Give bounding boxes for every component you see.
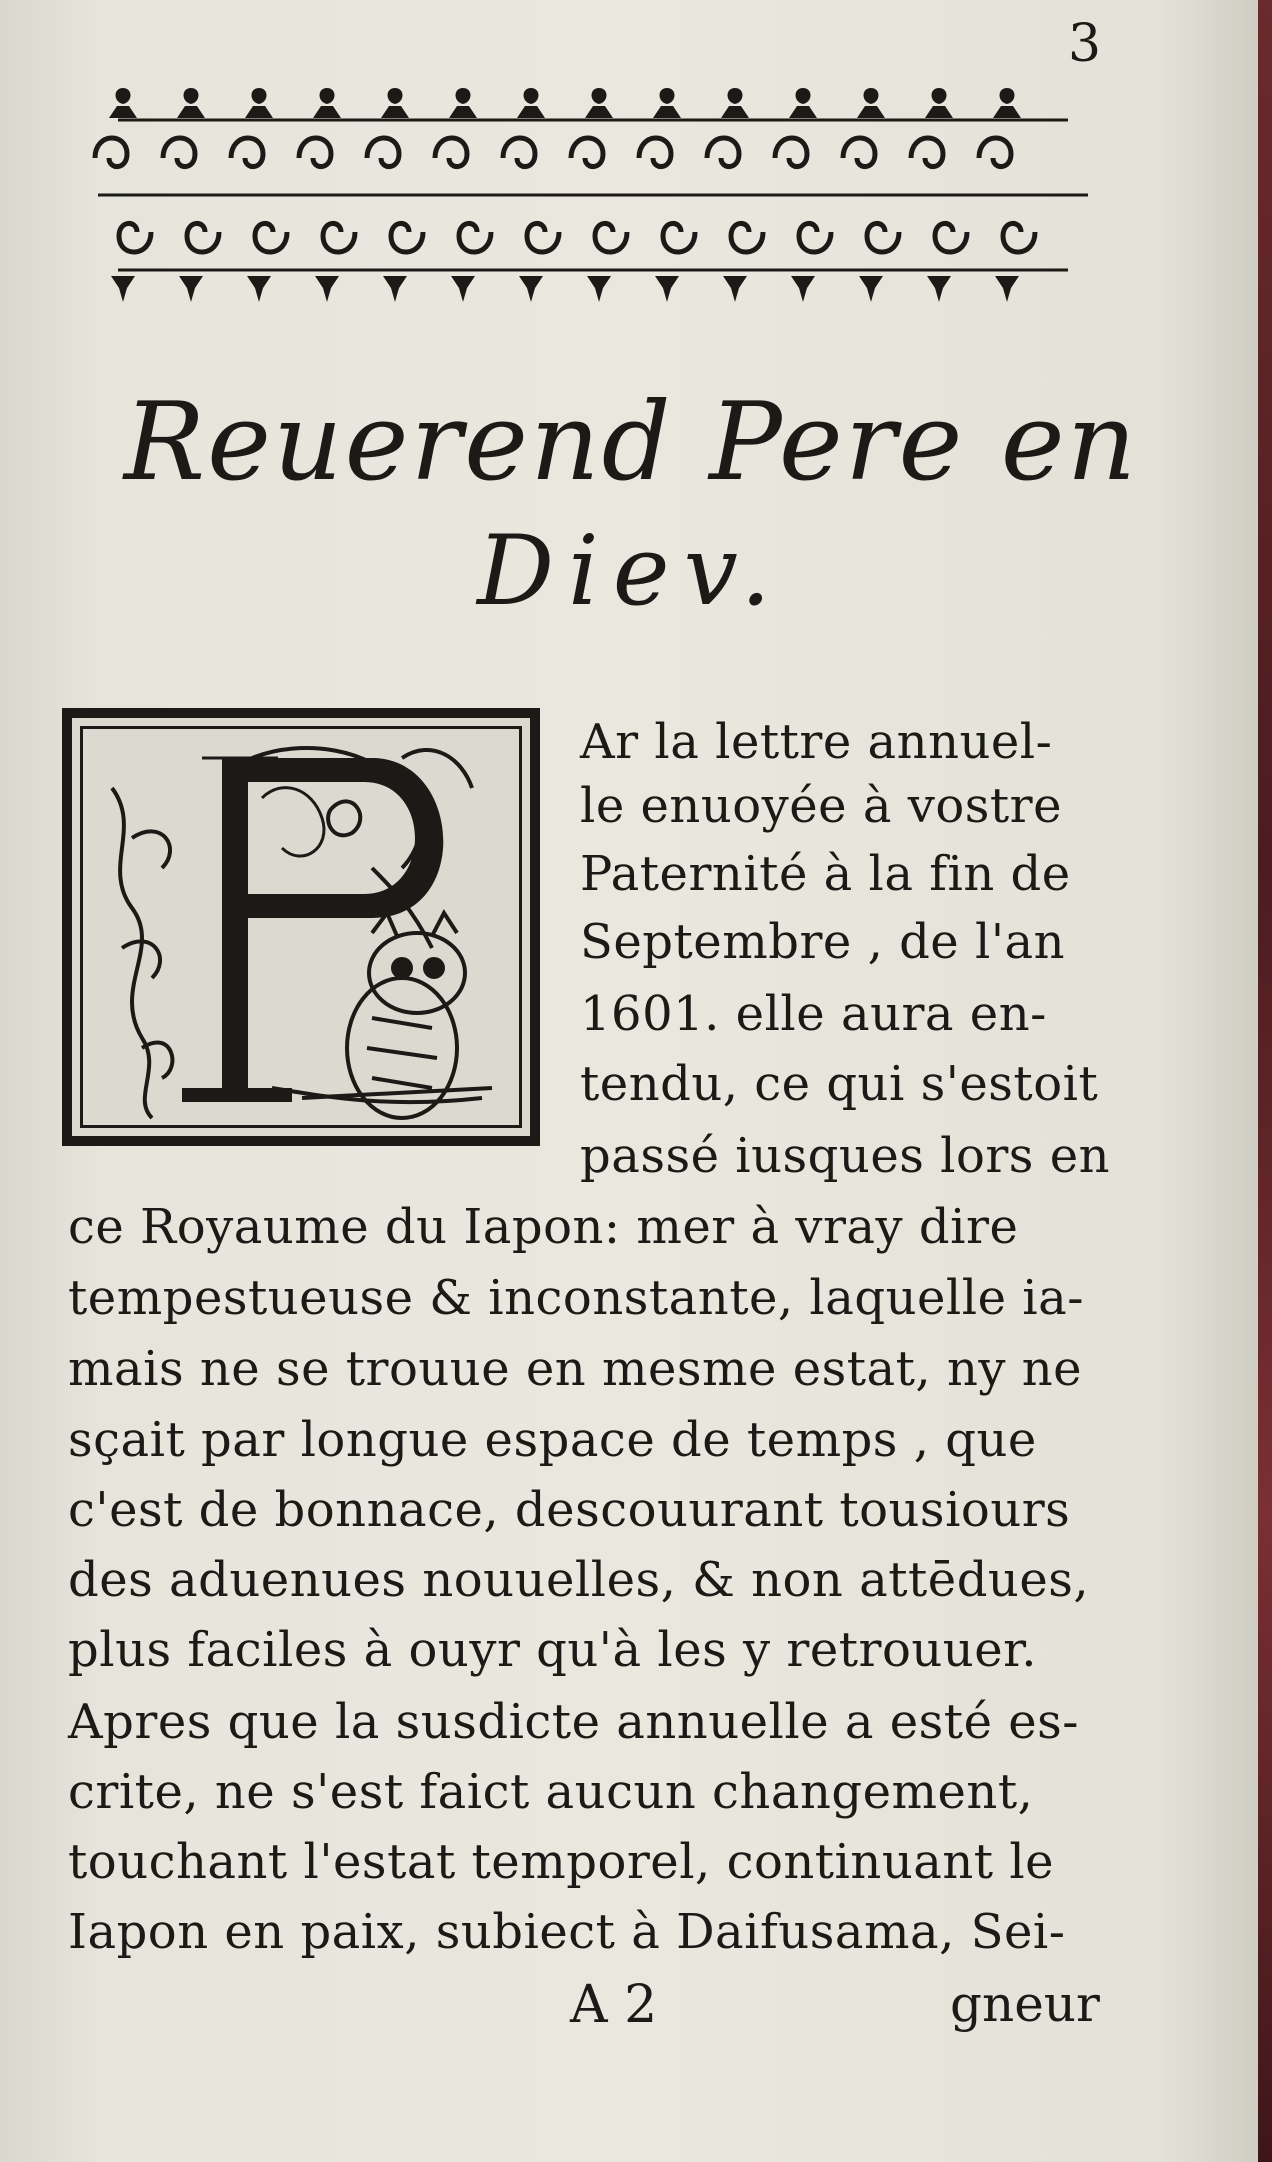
text-line: c'est de bonnace, descouurant tousiours: [68, 1482, 1071, 1538]
text-line: mais ne se trouue en mesme estat, ny ne: [68, 1341, 1083, 1397]
text-line: Iapon en paix, subiect à Daifusama, Sei-: [68, 1904, 1066, 1960]
text-line: ce Royaume du Iapon: mer à vray dire: [68, 1199, 1019, 1255]
page-number: 3: [1068, 14, 1102, 74]
text-line: Ar la lettre annuel-: [580, 714, 1053, 770]
woodcut-owl-illustration: [72, 718, 530, 1136]
text-line: passé iusques lors en: [580, 1128, 1111, 1184]
text-line: sçait par longue espace de temps , que: [68, 1412, 1037, 1468]
text-line: touchant l'estat temporel, continuant le: [68, 1834, 1055, 1890]
text-line: 1601. elle aura en-: [580, 986, 1047, 1042]
heading-line-1: Reuerend Pere en: [123, 380, 1139, 505]
text-line: tempestueuse & inconstante, laquelle ia-: [68, 1270, 1084, 1326]
text-line: crite, ne s'est faict aucun changement,: [68, 1764, 1034, 1820]
text-line: le enuoyée à vostre: [580, 778, 1062, 834]
heading-line-2: Diev.: [477, 515, 785, 627]
binding-edge: [1258, 0, 1272, 2162]
text-line: plus faciles à ouyr qu'à les y retrouuer.: [68, 1622, 1038, 1678]
woodcut-initial: [62, 708, 540, 1146]
text-line: Apres que la susdicte annuelle a esté es-: [68, 1694, 1080, 1750]
catchword: gneur: [950, 1975, 1100, 2033]
text-line: Septembre , de l'an: [580, 914, 1066, 970]
text-line: des aduenues nouuelles, & non attēdues,: [68, 1552, 1090, 1608]
text-line: Paternité à la fin de: [580, 846, 1071, 902]
signature-mark: A 2: [570, 1975, 658, 2035]
headpiece-ornament: [78, 80, 1108, 310]
text-line: tendu, ce qui s'estoit: [580, 1056, 1099, 1112]
